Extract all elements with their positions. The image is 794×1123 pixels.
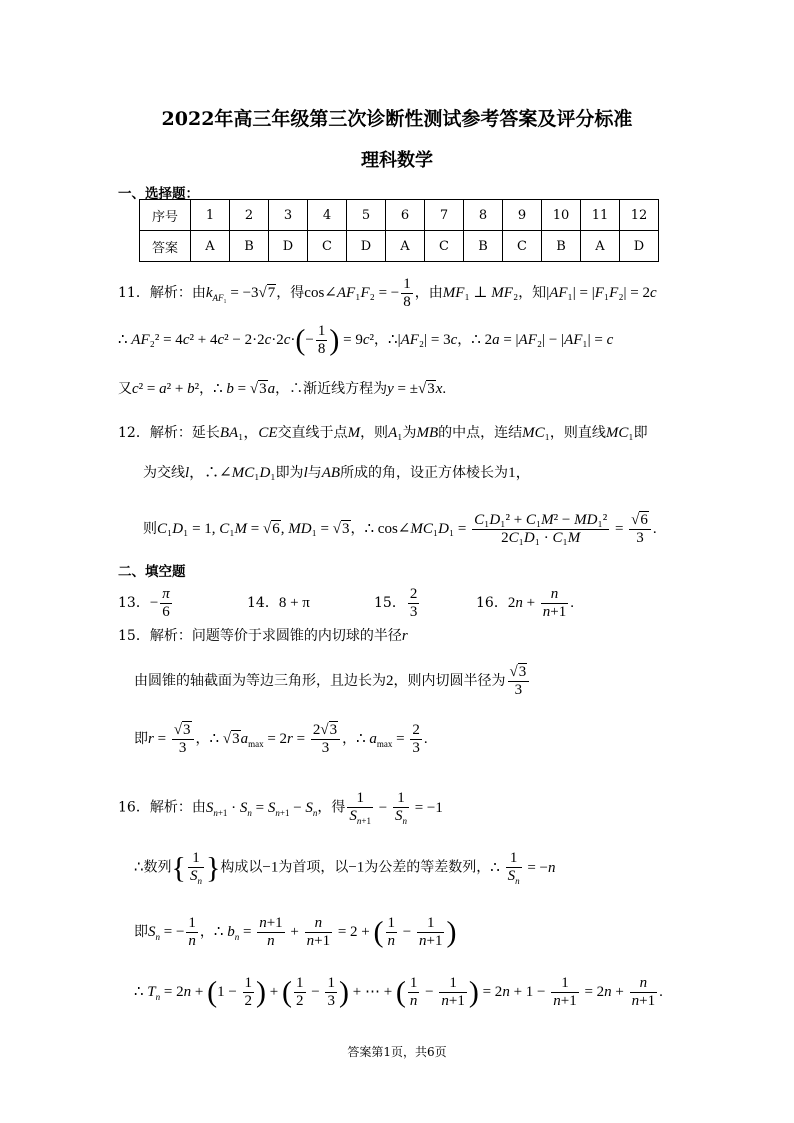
table-cell: 3 — [269, 200, 308, 231]
table-cell: 8 — [464, 200, 503, 231]
table-header-cell: 答案 — [140, 231, 191, 262]
answer-table — [139, 199, 659, 262]
table-cell: B — [464, 231, 503, 262]
table-cell: 2 — [230, 200, 269, 231]
fill-answer-14: 14．8 + π — [247, 595, 310, 611]
table-cell: C — [425, 231, 464, 262]
q15-line1: 15．解析：问题等价于求圆锥的内切球的半径r — [118, 628, 408, 644]
table-cell: A — [386, 231, 425, 262]
table-cell: 11 — [581, 200, 620, 231]
q12-line2: 为交线l，∴∠MC₁D₁即为l与AB所成的角，设正方体棱长为1， — [143, 465, 531, 481]
q12-line1: 12．解析：延长BA₁，CE交直线于点M，则A₁为MB的中点，连结MC₁，则直线MC₁即 — [118, 425, 648, 441]
table-cell: D — [269, 231, 308, 262]
q11-line3: 又c² = a² + b²，∴ b = √3a，∴渐近线方程为y = ±√3x. — [118, 381, 447, 397]
table-row-numbers — [140, 200, 659, 231]
table-row-answers — [140, 231, 659, 262]
table-header-cell: 序号 — [140, 200, 191, 231]
q16-line3: 即$S_n$ = − $\frac{1}{n}$ ，∴ $b_n$ = $\frac{n+1}{n}$ + $\frac{n}{n+1}$ = 2 + ( $\frac{1}{n}$ − $\frac{1}{n+1}$ ) — [134, 915, 457, 950]
table-cell: 9 — [503, 200, 542, 231]
table-cell: A — [191, 231, 230, 262]
fill-answers: 13．− $\frac{\pi}{6}$ — [118, 586, 170, 621]
table-cell: C — [503, 231, 542, 262]
q15-line2: 由圆锥的轴截面为等边三角形，且边长为2，则内切圆半径为 $\frac{√3}{3}$ — [134, 664, 531, 700]
table-cell: C — [308, 231, 347, 262]
q12-line3: 则C₁D₁ = 1, C₁M = √6, MD₁ = √3，∴ cos∠MC₁D₁ = $\frac{\text{C₁D₁² + C₁M² − MD₁²}}{\text{2C₁D₁ · C₁M}}$ = $\frac{√6}{3}$ . — [143, 512, 657, 547]
table-cell: 7 — [425, 200, 464, 231]
table-cell: 4 — [308, 200, 347, 231]
table-cell: A — [581, 231, 620, 262]
q16-line2: ∴数列{ $\frac{1}{S_n}$ }构成以−1为首项，以−1为公差的等差数列，∴ $\frac{1}{S_n}$ = −n — [134, 850, 556, 887]
table-cell: 10 — [542, 200, 581, 231]
q11-line1: 11．解析：由$k_{AF_1} = -3√7$，得cos∠AF₁F₂ = − $\frac{1}{8}$ ，由MF₁ ⊥ MF₂，知|AF₁| = |F₁F₂| = 2c — [118, 276, 657, 311]
table-cell: 5 — [347, 200, 386, 231]
table-cell: D — [347, 231, 386, 262]
table-cell: 12 — [620, 200, 659, 231]
table-cell: D — [620, 231, 659, 262]
section-choice-heading: 一、选择题： — [118, 186, 199, 202]
q16-line4: ∴ $T_n = 2n + (1$ − $\frac{1}{2}$ ) + ( $\frac{1}{2}$ − $\frac{1}{3}$ ) + ⋯ + ( $\frac{1}{n}$ − $\frac{1}{n+1}$ ) = 2n + 1 − $\frac{1}{n+1}$ = 2n + $\frac{n}{n+1}$ . — [134, 975, 663, 1010]
table-cell: B — [542, 231, 581, 262]
q11-line2: ∴ AF₂² = 4c² + 4c² − 2·2c·2c·(− $\frac{1}{8}$ ) = 9c²，∴|AF₂| = 3c，∴ 2a = |AF₂| − |AF₁| = c — [118, 323, 614, 358]
q16-line1: 16．解析：由$S_{n+1} \cdot S_n = S_{n+1} - S_n$，得 $\frac{1}{S_{n+1}}$ − $\frac{1}{S_n}$ = −1 — [118, 790, 443, 827]
q15-line3: 即r = $\frac{√3}{3}$ ，∴ $√3a_{max} = 2r$ = $\frac{2√3}{3}$ ，∴ $a_{max}$ = $\frac{2}{3}$ . — [134, 722, 428, 757]
fill-answer-16: 16．2n + $\frac{n}{n+1}$ . — [476, 586, 575, 621]
page-title: 2022年高三年级第三次诊断性测试参考答案及评分标准 — [161, 108, 633, 130]
fill-answer-15: 15． $\frac{2}{3}$ — [374, 586, 418, 621]
page-footer: 答案第1页，共6页 — [347, 1045, 447, 1059]
table-cell: B — [230, 231, 269, 262]
table-cell: 1 — [191, 200, 230, 231]
table-cell: 6 — [386, 200, 425, 231]
page-subtitle: 理科数学 — [361, 150, 433, 171]
section-fill-heading: 二、填空题 — [118, 564, 186, 580]
